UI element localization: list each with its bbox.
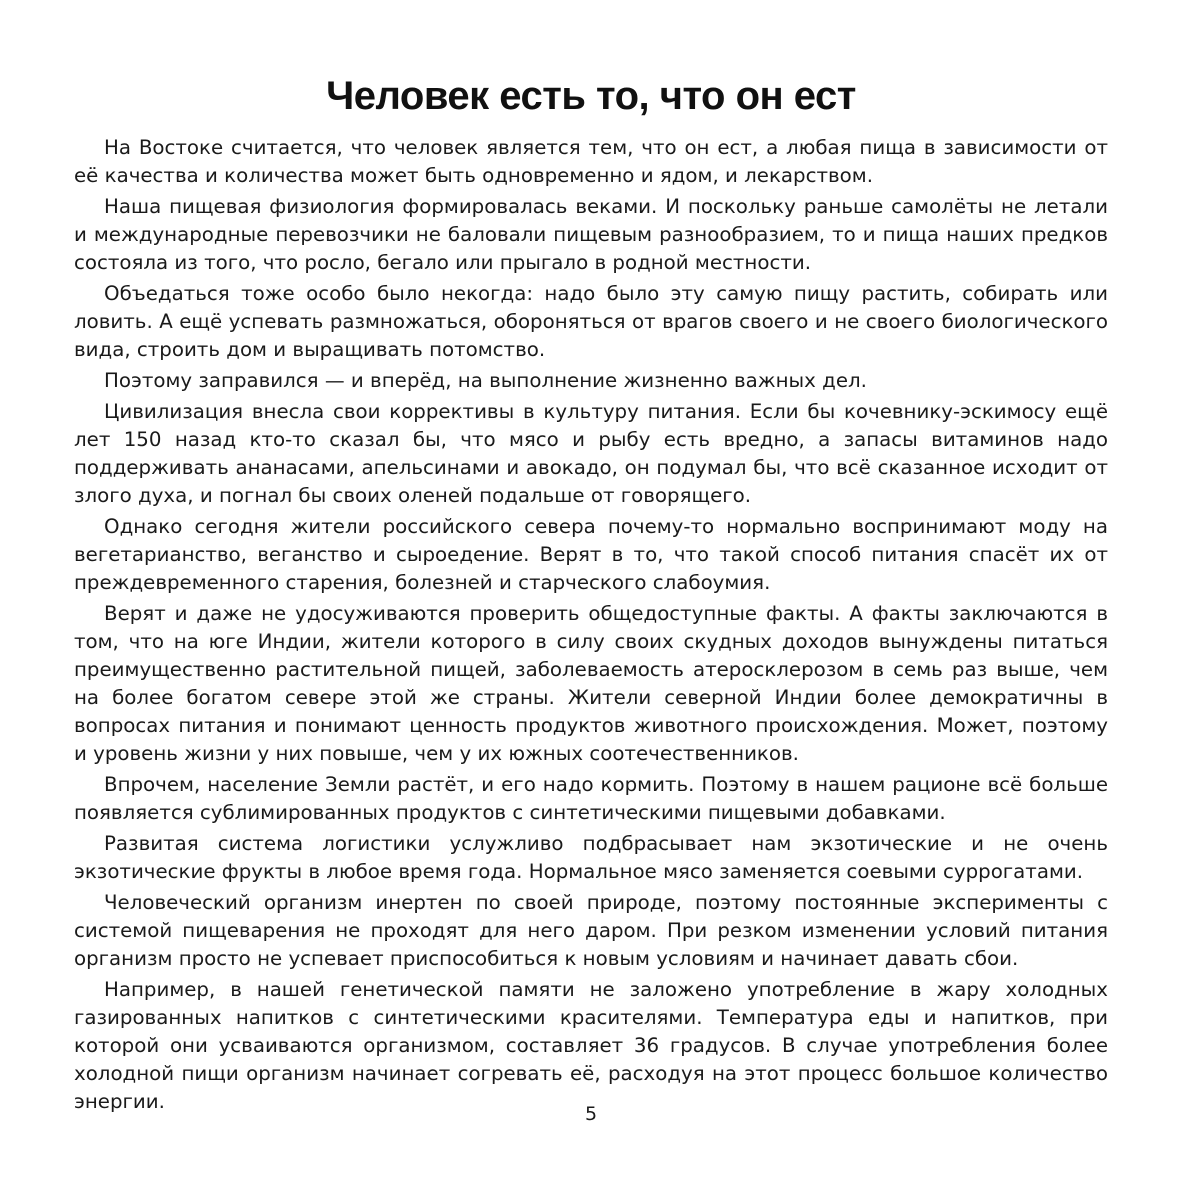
paragraph: Поэтому заправился — и вперёд, на выполнение жизненно важных дел. [104,369,867,392]
paragraph: Человеческий организм инертен по своей природе, поэтому постоянные эксперименты с системой пищеварения не проходят для него даром. При резком изменении условий питания организм просто не успевает приспособиться к новым условиям и начинает давать сбои. [74,891,1108,970]
paragraph: Наша пищевая физиология формировалась веками. И поскольку раньше самолёты не летали и международные перевозчики не баловали пищевым разнообразием, то и пища наших предков состояла из того, что росло, бегало или прыгало в родной местности. [74,195,1108,274]
paragraph: Однако сегодня жители российского севера почему-то нормально воспринимают моду на вегетарианство, веганство и сыроедение. Верят в то, что такой способ питания спасёт их от преждевременного старения, болезней и старческого слабоумия. [74,515,1108,594]
paragraph: Впрочем, население Земли растёт, и его надо кормить. Поэтому в нашем рационе всё больше появляется сублимированных продуктов с синтетическими пищевыми добавками. [74,773,1108,824]
paragraph: Цивилизация внесла свои коррективы в культуру питания. Если бы кочевнику-эскимосу ещё лет 150 назад кто-то сказал бы, что мясо и рыбу есть вредно, а запасы витаминов надо поддерживать ананасами, апельсинами и авокадо, он подумал бы, что всё сказанное исходит от злого духа, и погнал бы своих оленей подальше от говорящего. [74,400,1108,507]
paragraph: Например, в нашей генетической памяти не заложено употребление в жару холодных газированных напитков с синтетическими красителями. Температура еды и напитков, при которой они усваиваются организмом, составляет 36 градусов. В случае употребления более холодной пищи организм начинает согревать её, расходуя на этот процесс большое количество энергии. [74,978,1108,1113]
page-title: Человек есть то, что он ест [326,74,856,118]
paragraph: Объедаться тоже особо было некогда: надо было эту самую пищу растить, собирать или ловить. А ещё успевать размножаться, обороняться от врагов своего и не своего биологического вида, строить дом и выращивать потомство. [74,282,1108,361]
article-body [74,134,1108,1116]
paragraph: На Востоке считается, что человек является тем, что он ест, а любая пища в зависимости от её качества и количества может быть одновременно и ядом, и лекарством. [74,136,1108,187]
page-number: 5 [584,1103,598,1125]
paragraph: Развитая система логистики услужливо подбрасывает нам экзотические и не очень экзотические фрукты в любое время года. Нормальное мясо заменяется соевыми суррогатами. [74,832,1108,883]
paragraph: Верят и даже не удосуживаются проверить общедоступные факты. А факты заключаются в том, что на юге Индии, жители которого в силу своих скудных доходов вынуждены питаться преимущественно растительной пищей, заболеваемость атеросклерозом в семь раз выше, чем на более богатом севере этой же страны. Жители северной Индии более демократичны в вопросах питания и понимают ценность продуктов животного происхождения. Может, поэтому и уровень жизни у них повыше, чем у их южных соотечественников. [74,602,1108,765]
page-content [74,68,1108,1119]
